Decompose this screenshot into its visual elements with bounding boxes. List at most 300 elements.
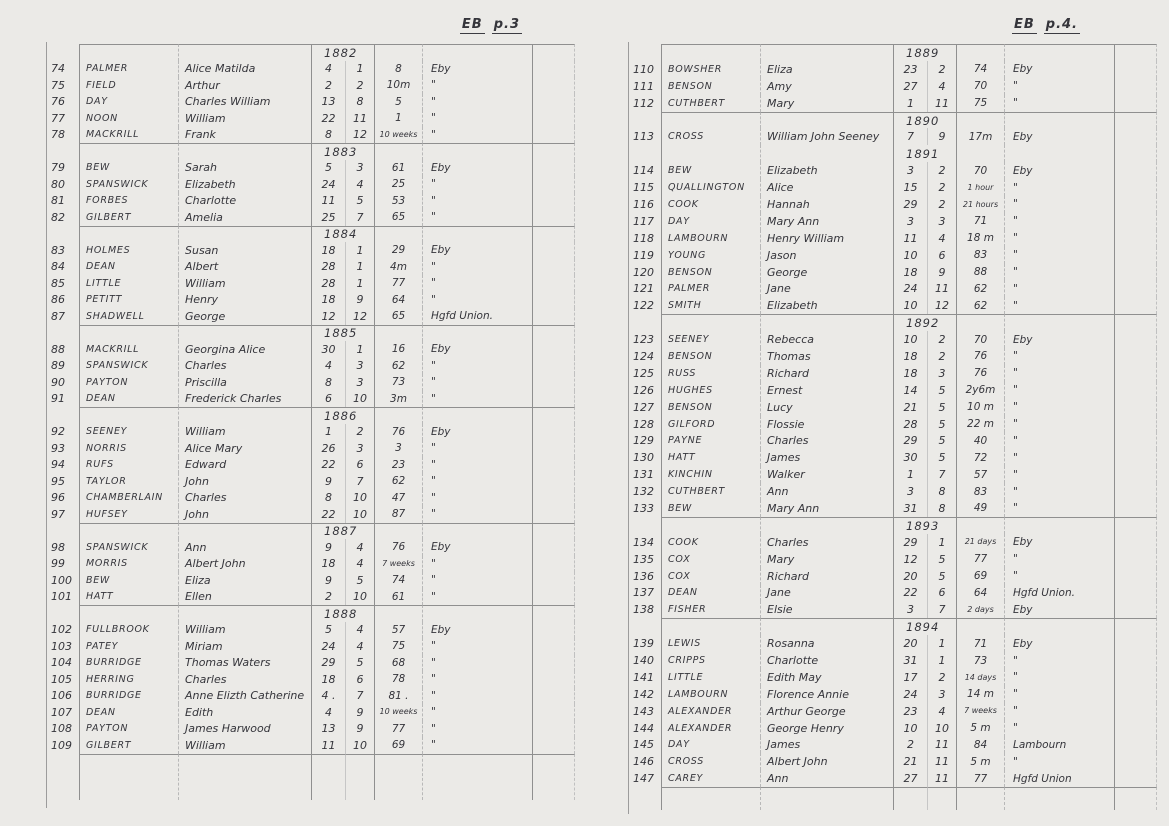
- place-cell: ": [423, 209, 533, 226]
- place-cell: ": [1005, 179, 1115, 196]
- month-cell: 1: [346, 61, 375, 78]
- surname-cell: CRIPPS: [661, 652, 761, 669]
- place-cell: ": [423, 457, 533, 474]
- place-cell: [1005, 44, 1115, 61]
- month-cell: 2: [928, 61, 957, 78]
- place-cell: [423, 325, 533, 342]
- surname-cell: RUSS: [661, 365, 761, 382]
- forename-cell: Charles: [761, 534, 894, 551]
- age-cell: 62: [957, 280, 1005, 297]
- table-row: [46, 556, 594, 573]
- age-cell: 7 weeks: [375, 556, 423, 573]
- day-cell: 8: [312, 490, 346, 507]
- forename-cell: Edward: [179, 457, 312, 474]
- forename-cell: [179, 523, 312, 540]
- age-cell: 88: [957, 264, 1005, 281]
- age-cell: 10 weeks: [375, 704, 423, 721]
- forename-cell: Florence Annie: [761, 686, 894, 703]
- day-cell: 2: [894, 737, 928, 754]
- entry-number: 109: [51, 738, 72, 752]
- surname-cell: BOWSHER: [661, 61, 761, 78]
- entry-number: 78: [51, 128, 65, 142]
- age-cell: [375, 44, 423, 61]
- forename-cell: Charles: [179, 358, 312, 375]
- row-number-gutter: [628, 517, 661, 534]
- table-row: [628, 720, 1168, 737]
- surname-cell: PAYTON: [79, 374, 179, 391]
- forename-cell: [761, 517, 894, 534]
- entry-number: 93: [51, 441, 65, 455]
- place-cell: [423, 143, 533, 160]
- age-cell: 76: [957, 365, 1005, 382]
- age-cell: 10 m: [957, 399, 1005, 416]
- day-cell: 10: [894, 720, 928, 737]
- table-row: [628, 686, 1168, 703]
- forename-cell: George: [761, 264, 894, 281]
- place-cell: ": [1005, 95, 1115, 112]
- surname-cell: PETITT: [79, 292, 179, 309]
- surname-cell: DEAN: [661, 585, 761, 602]
- surname-cell: SHADWELL: [79, 308, 179, 325]
- table-row: [46, 391, 594, 408]
- month-cell: 9: [346, 292, 375, 309]
- day-cell: 22: [312, 110, 346, 127]
- table-row: [628, 568, 1168, 585]
- month-cell: 4: [346, 556, 375, 573]
- place-cell: ": [1005, 500, 1115, 517]
- spare-cell: [1115, 145, 1157, 162]
- day-cell: 12: [894, 551, 928, 568]
- day-cell: 7: [894, 128, 928, 145]
- book-code: EB: [1013, 17, 1035, 32]
- surname-cell: PAYNE: [661, 432, 761, 449]
- row-number-gutter: [628, 314, 661, 331]
- surname-cell: NORRIS: [79, 440, 179, 457]
- forename-cell: Arthur George: [761, 703, 894, 720]
- year-row: [46, 226, 594, 243]
- day-cell: 24: [312, 638, 346, 655]
- day-cell: 1: [894, 466, 928, 483]
- age-cell: [957, 112, 1005, 129]
- age-cell: [957, 145, 1005, 162]
- table-row: [46, 341, 594, 358]
- spare-cell: [533, 622, 575, 639]
- surname-cell: FIELD: [79, 77, 179, 94]
- surname-cell: RUFS: [79, 457, 179, 474]
- spare-cell: [533, 226, 575, 243]
- forename-cell: Edith May: [761, 669, 894, 686]
- forename-cell: Anne Elizth Catherine: [179, 688, 312, 705]
- spare-cell: [533, 424, 575, 441]
- surname-cell: [661, 618, 761, 635]
- year-label: 1886: [312, 407, 375, 424]
- surname-cell: [661, 44, 761, 61]
- year-row: [628, 145, 1168, 162]
- month-cell: 6: [346, 671, 375, 688]
- day-cell: 3: [894, 213, 928, 230]
- place-cell: ": [1005, 399, 1115, 416]
- place-cell: ": [1005, 686, 1115, 703]
- spare-cell: [533, 176, 575, 193]
- spare-cell: [533, 440, 575, 457]
- surname-cell: LITTLE: [661, 669, 761, 686]
- table-row: [46, 176, 594, 193]
- entry-number: 84: [51, 260, 65, 274]
- forename-cell: Jane: [761, 585, 894, 602]
- day-cell: 30: [312, 341, 346, 358]
- table-row: [628, 500, 1168, 517]
- surname-cell: SPANSWICK: [79, 176, 179, 193]
- forename-cell: Hannah: [761, 196, 894, 213]
- spare-cell: [1115, 652, 1157, 669]
- table-row: [46, 160, 594, 177]
- age-cell: [957, 44, 1005, 61]
- surname-cell: COX: [661, 568, 761, 585]
- spare-cell: [1115, 95, 1157, 112]
- table-row: [628, 737, 1168, 754]
- forename-cell: George: [179, 308, 312, 325]
- month-cell: 7: [346, 688, 375, 705]
- entry-number: 92: [51, 425, 65, 439]
- place-cell: [423, 523, 533, 540]
- forename-cell: William: [179, 424, 312, 441]
- place-cell: ": [423, 275, 533, 292]
- age-cell: 76: [957, 348, 1005, 365]
- forename-cell: Charlotte: [179, 193, 312, 210]
- spare-cell: [1115, 382, 1157, 399]
- forename-cell: Eliza: [179, 572, 312, 589]
- forename-cell: Edith: [179, 704, 312, 721]
- age-cell: [375, 523, 423, 540]
- table-row: [628, 213, 1168, 230]
- surname-cell: [661, 112, 761, 129]
- day-cell: 23: [894, 61, 928, 78]
- entry-number: 125: [633, 366, 654, 380]
- day-cell: 20: [894, 635, 928, 652]
- surname-cell: PALMER: [661, 280, 761, 297]
- day-cell: 18: [312, 671, 346, 688]
- place-cell: ": [423, 374, 533, 391]
- forename-cell: Amelia: [179, 209, 312, 226]
- month-cell: 2: [346, 424, 375, 441]
- month-cell: 7: [346, 209, 375, 226]
- month-cell: 6: [928, 247, 957, 264]
- table-row: [46, 242, 594, 259]
- spare-cell: [1115, 449, 1157, 466]
- surname-cell: HATT: [79, 589, 179, 606]
- table-row: [628, 551, 1168, 568]
- table-row: [628, 534, 1168, 551]
- spare-cell: [533, 490, 575, 507]
- age-cell: 22 m: [957, 416, 1005, 433]
- forename-cell: James: [761, 737, 894, 754]
- day-cell: 6: [312, 391, 346, 408]
- place-cell: ": [423, 94, 533, 111]
- day-cell: 18: [312, 292, 346, 309]
- month-cell: 2: [928, 348, 957, 365]
- place-cell: ": [1005, 449, 1115, 466]
- entry-number: 141: [633, 670, 654, 684]
- entry-number: 87: [51, 309, 65, 323]
- age-cell: 70: [957, 78, 1005, 95]
- day-cell: 29: [312, 655, 346, 672]
- place-cell: Eby: [1005, 162, 1115, 179]
- age-cell: 74: [375, 572, 423, 589]
- day-cell: 3: [894, 162, 928, 179]
- year-label: 1893: [894, 517, 957, 534]
- day-cell: 9: [312, 473, 346, 490]
- day-cell: 4: [312, 704, 346, 721]
- age-cell: 2y6m: [957, 382, 1005, 399]
- entry-number: 94: [51, 458, 65, 472]
- age-cell: 14 days: [957, 669, 1005, 686]
- day-cell: 4 .: [312, 688, 346, 705]
- age-cell: 65: [375, 308, 423, 325]
- spare-cell: [533, 358, 575, 375]
- surname-cell: CHAMBERLAIN: [79, 490, 179, 507]
- spare-cell: [533, 160, 575, 177]
- day-cell: 23: [894, 703, 928, 720]
- spare-cell: [1115, 753, 1157, 770]
- row-number-gutter: [46, 523, 79, 540]
- age-cell: [375, 605, 423, 622]
- place-cell: Eby: [1005, 61, 1115, 78]
- forename-cell: Miriam: [179, 638, 312, 655]
- surname-cell: ALEXANDER: [661, 720, 761, 737]
- table-row: [628, 196, 1168, 213]
- row-number-gutter: [628, 44, 661, 61]
- surname-cell: COOK: [661, 196, 761, 213]
- month-cell: 7: [928, 466, 957, 483]
- table-row: [628, 635, 1168, 652]
- place-cell: ": [423, 292, 533, 309]
- day-cell: 31: [894, 652, 928, 669]
- spare-cell: [533, 209, 575, 226]
- age-cell: 1 hour: [957, 179, 1005, 196]
- year-label: 1892: [894, 314, 957, 331]
- entry-number: 105: [51, 672, 72, 686]
- place-cell: ": [1005, 280, 1115, 297]
- surname-cell: KINCHIN: [661, 466, 761, 483]
- entry-number: 76: [51, 95, 65, 109]
- place-cell: Hgfd Union: [1005, 770, 1115, 787]
- entry-number: 74: [51, 62, 65, 76]
- month-cell: 11: [928, 753, 957, 770]
- day-cell: 18: [894, 365, 928, 382]
- place-cell: ": [1005, 297, 1115, 314]
- entry-number: 134: [633, 535, 654, 549]
- entry-number: 106: [51, 689, 72, 703]
- register-page-eb4: [628, 10, 1168, 810]
- surname-cell: BENSON: [661, 348, 761, 365]
- age-cell: 71: [957, 635, 1005, 652]
- surname-cell: HUGHES: [661, 382, 761, 399]
- entry-number: 91: [51, 392, 65, 406]
- surname-cell: ALEXANDER: [661, 703, 761, 720]
- forename-cell: James: [761, 449, 894, 466]
- age-cell: 77: [957, 551, 1005, 568]
- spare-cell: [533, 572, 575, 589]
- age-cell: 3: [375, 440, 423, 457]
- day-cell: 27: [894, 770, 928, 787]
- forename-cell: [761, 145, 894, 162]
- month-cell: 5: [346, 655, 375, 672]
- entry-number: 135: [633, 552, 654, 566]
- table-row: [628, 399, 1168, 416]
- surname-cell: FORBES: [79, 193, 179, 210]
- place-cell: [423, 605, 533, 622]
- forename-cell: [761, 787, 894, 810]
- month-cell: 10: [346, 589, 375, 606]
- surname-cell: MACKRILL: [79, 341, 179, 358]
- place-cell: Eby: [423, 61, 533, 78]
- age-cell: 10m: [375, 77, 423, 94]
- spare-cell: [533, 688, 575, 705]
- place-cell: [1005, 112, 1115, 129]
- age-cell: 83: [957, 483, 1005, 500]
- surname-cell: CROSS: [661, 753, 761, 770]
- place-cell: ": [423, 506, 533, 523]
- forename-cell: Ellen: [179, 589, 312, 606]
- place-cell: ": [423, 473, 533, 490]
- forename-cell: Ann: [179, 539, 312, 556]
- age-cell: 3m: [375, 391, 423, 408]
- age-cell: 72: [957, 449, 1005, 466]
- forename-cell: William: [179, 275, 312, 292]
- spare-cell: [533, 655, 575, 672]
- forename-cell: Jane: [761, 280, 894, 297]
- place-cell: Eby: [423, 160, 533, 177]
- year-row: [46, 605, 594, 622]
- place-cell: [423, 754, 533, 800]
- month-cell: 3: [928, 213, 957, 230]
- table-row: [628, 128, 1168, 145]
- month-cell: 10: [928, 720, 957, 737]
- spare-cell: [533, 556, 575, 573]
- age-cell: 73: [957, 652, 1005, 669]
- row-number-gutter: [46, 143, 79, 160]
- surname-cell: FISHER: [661, 601, 761, 618]
- place-cell: ": [1005, 230, 1115, 247]
- day-cell: 26: [312, 440, 346, 457]
- spare-cell: [1115, 365, 1157, 382]
- day-cell: 22: [312, 457, 346, 474]
- spare-cell: [1115, 500, 1157, 517]
- day-cell: 24: [894, 686, 928, 703]
- year-row: [46, 44, 594, 61]
- surname-cell: COX: [661, 551, 761, 568]
- entry-number: 77: [51, 111, 65, 125]
- forename-cell: Ann: [761, 483, 894, 500]
- surname-cell: BEW: [79, 160, 179, 177]
- month-cell: 1: [928, 635, 957, 652]
- age-cell: 75: [375, 638, 423, 655]
- year-label: 1894: [894, 618, 957, 635]
- forename-cell: George Henry: [761, 720, 894, 737]
- entry-number: 143: [633, 704, 654, 718]
- spare-cell: [1115, 247, 1157, 264]
- surname-cell: [79, 754, 179, 800]
- surname-cell: [661, 517, 761, 534]
- register-page-eb3: [46, 10, 594, 800]
- row-number-gutter: [46, 44, 79, 61]
- forename-cell: Albert: [179, 259, 312, 276]
- age-cell: 14 m: [957, 686, 1005, 703]
- forename-cell: [761, 112, 894, 129]
- age-cell: 83: [957, 247, 1005, 264]
- month-cell: 12: [346, 127, 375, 144]
- month-cell: 8: [346, 94, 375, 111]
- table-row: [46, 440, 594, 457]
- table-row: [46, 704, 594, 721]
- spare-cell: [533, 94, 575, 111]
- entry-number: 117: [633, 214, 654, 228]
- age-cell: 61: [375, 589, 423, 606]
- surname-cell: SEENEY: [79, 424, 179, 441]
- surname-cell: [79, 605, 179, 622]
- entry-number: 132: [633, 485, 654, 499]
- table-row: [46, 358, 594, 375]
- table-row: [628, 365, 1168, 382]
- surname-cell: LEWIS: [661, 635, 761, 652]
- spare-cell: [533, 61, 575, 78]
- surname-cell: SPANSWICK: [79, 358, 179, 375]
- table-row: [628, 416, 1168, 433]
- spare-cell: [1115, 61, 1157, 78]
- month-cell: 5: [928, 382, 957, 399]
- place-cell: Lambourn: [1005, 737, 1115, 754]
- entry-number: 133: [633, 501, 654, 515]
- table-row: [628, 770, 1168, 787]
- surname-cell: PAYTON: [79, 721, 179, 738]
- table-row: [46, 127, 594, 144]
- table-footer-space: [628, 787, 1168, 810]
- age-cell: 76: [375, 539, 423, 556]
- age-cell: [957, 314, 1005, 331]
- entry-number: 137: [633, 586, 654, 600]
- entry-number: 123: [633, 333, 654, 347]
- surname-cell: LAMBOURN: [661, 230, 761, 247]
- age-cell: 71: [957, 213, 1005, 230]
- day-cell: 10: [894, 247, 928, 264]
- table-row: [46, 473, 594, 490]
- row-number-gutter: [46, 754, 79, 800]
- table-row: [628, 652, 1168, 669]
- page-header: [46, 10, 594, 34]
- spare-cell: [533, 259, 575, 276]
- entry-number: 88: [51, 342, 65, 356]
- day-cell: 28: [312, 275, 346, 292]
- forename-cell: Elizabeth: [761, 297, 894, 314]
- spare-cell: [1115, 720, 1157, 737]
- age-cell: 7 weeks: [957, 703, 1005, 720]
- age-cell: 75: [957, 95, 1005, 112]
- day-cell: 11: [312, 193, 346, 210]
- place-cell: ": [1005, 466, 1115, 483]
- forename-cell: [179, 44, 312, 61]
- place-cell: ": [1005, 432, 1115, 449]
- spare-cell: [533, 457, 575, 474]
- entry-number: 145: [633, 738, 654, 752]
- age-cell: 81 .: [375, 688, 423, 705]
- year-row: [628, 618, 1168, 635]
- month-cell: 9: [928, 264, 957, 281]
- forename-cell: Walker: [761, 466, 894, 483]
- spare-cell: [533, 193, 575, 210]
- place-cell: ": [423, 655, 533, 672]
- surname-cell: [79, 226, 179, 243]
- entry-number: 83: [51, 243, 65, 257]
